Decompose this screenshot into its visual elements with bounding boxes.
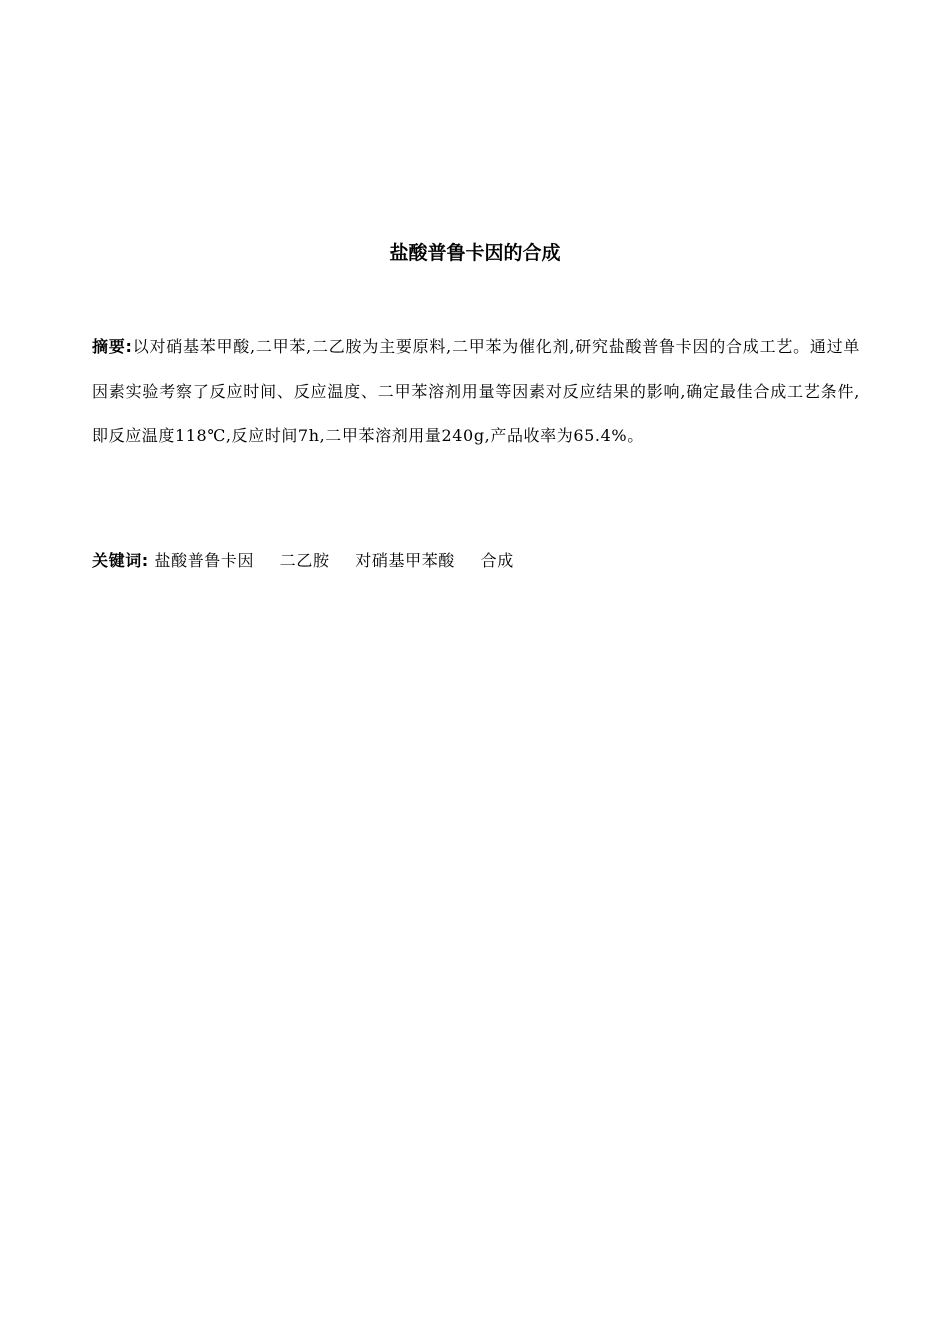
keywords-label: 关键词: [92,551,149,570]
keyword-item: 对硝基甲苯酸 [355,551,455,570]
abstract-label: 摘要: [92,337,133,356]
abstract-text: 以对硝基苯甲酸,二甲苯,二乙胺为主要原料,二甲苯为催化剂,研究盐酸普鲁卡因的合成工艺。通过单因素实验考察了反应时间、反应温度、二甲苯溶剂用量等因素对反应结果的影响,确定最佳合成工艺条件,即反应温度118℃,反应时间7h,二甲苯溶剂用量240g,产品收率为65.4%。 [92,337,860,445]
keyword-item: 盐酸普鲁卡因 [154,551,255,570]
keyword-item: 合成 [480,551,514,570]
abstract-paragraph [92,325,860,459]
keyword-item: 二乙胺 [279,551,330,570]
keywords-line [92,546,860,576]
document-title: 盐酸普鲁卡因的合成 [389,242,561,264]
